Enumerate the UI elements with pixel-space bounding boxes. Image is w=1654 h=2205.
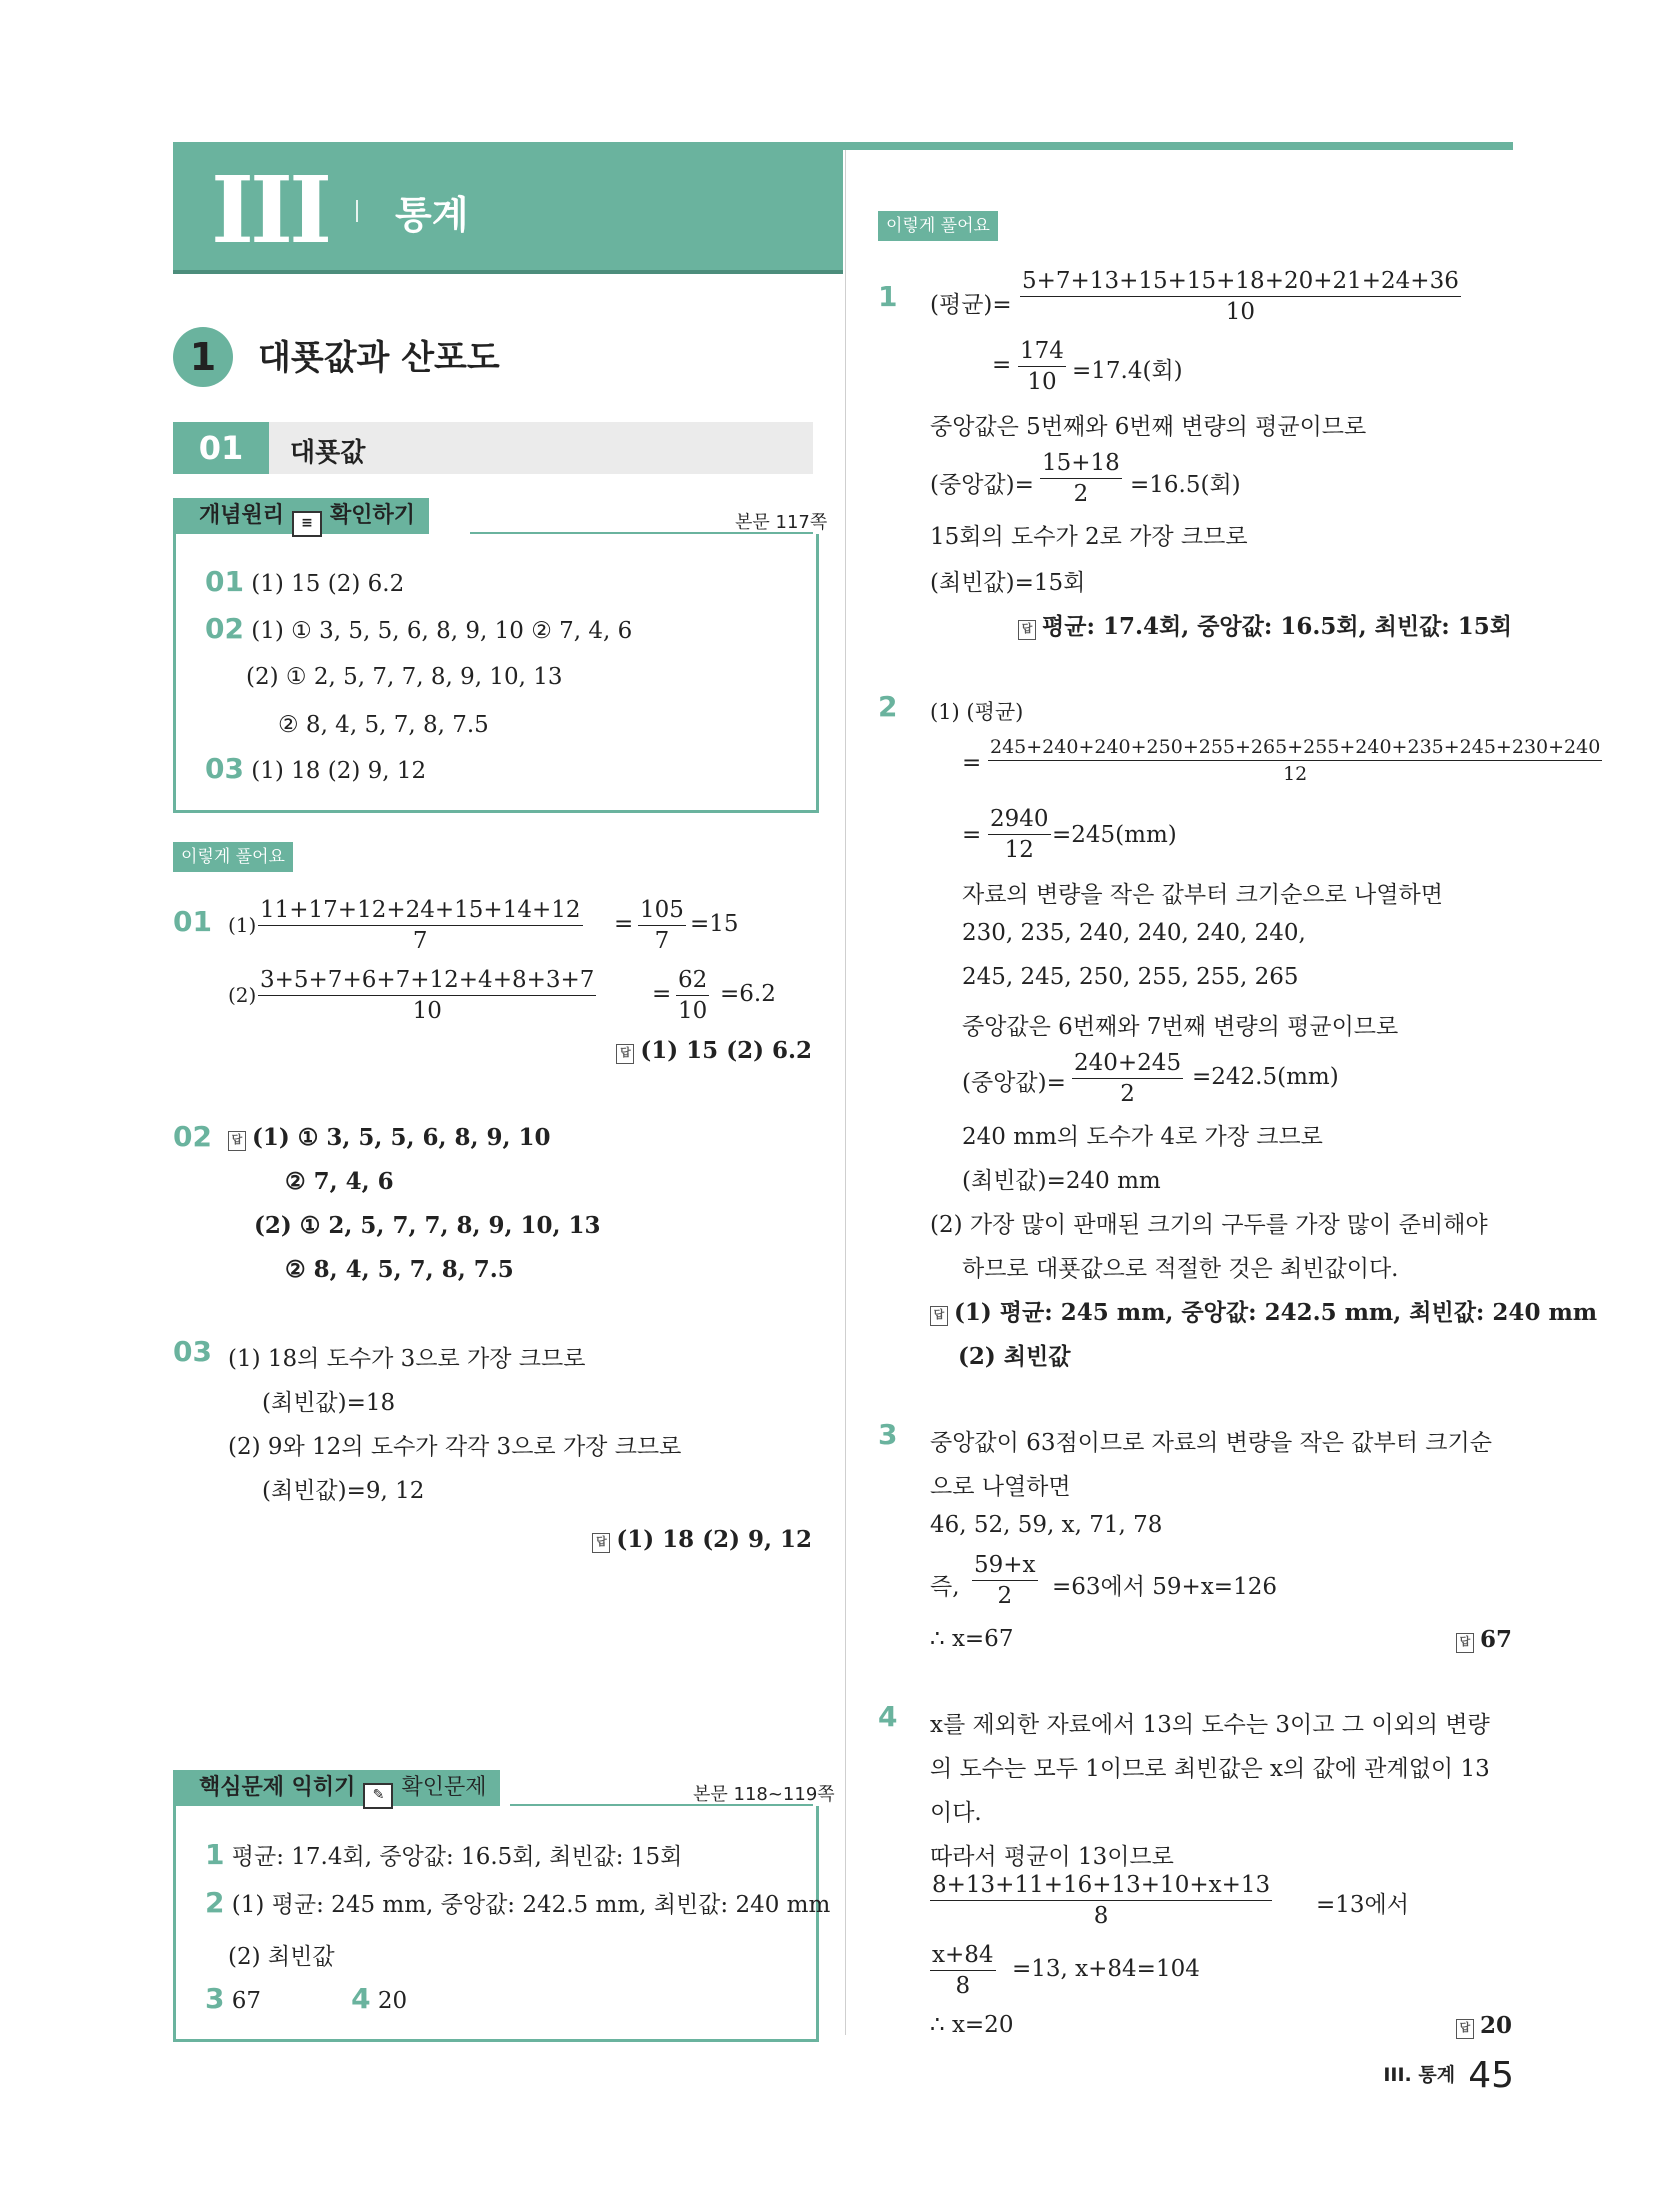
p01-answer: 답 (1) 15 (2) 6.2 (616, 1037, 812, 1064)
p02-line-1: 답 (1) ① 3, 5, 5, 6, 8, 9, 10 (228, 1124, 551, 1151)
r2-eq-2: = (962, 822, 982, 848)
chapter-title: 통계 (395, 193, 469, 237)
p03-line-3: (2) 9와 12의 도수가 각각 3으로 가장 크므로 (228, 1434, 682, 1460)
p02-number: 02 (173, 1120, 212, 1153)
r2-number: 2 (878, 690, 898, 723)
page-footer (1383, 2055, 1514, 2096)
core-line-1: 1 평균: 17.4회, 중앙값: 16.5회, 최빈값: 15회 (205, 1838, 683, 1871)
p01-a-fraction: $\frac{11+17+12+24+15+14+12}{7}$ (260, 897, 581, 954)
r4-answer: 답 20 (1456, 2012, 1512, 2039)
r4-line-2: 의 도수는 모두 1이므로 최빈값은 x의 값에 관계없이 13 (930, 1756, 1490, 1782)
r1-median-fraction: $\frac{15+18}{2}$ (1042, 450, 1120, 507)
p01-number: 01 (173, 905, 212, 938)
r3-answer: 답 67 (1456, 1626, 1512, 1653)
p01-b-result: =6.2 (720, 981, 776, 1007)
r2-fraction-2: $\frac{2940}{12}$ (990, 806, 1049, 863)
core-line-2: 2 (1) 평균: 245 mm, 중앙값: 242.5 mm, 최빈값: 240 mm (205, 1886, 831, 1919)
divider (356, 200, 358, 222)
p02-line-2: ② 7, 4, 6 (285, 1168, 394, 1195)
r4-result: =13에서 (1316, 1892, 1409, 1918)
r1-answer: 답 평균: 17.4회, 중앙값: 16.5회, 최빈값: 15회 (1018, 608, 1512, 641)
r1-mean-fraction: $\frac{5+7+13+15+15+18+20+21+24+36}{10}$ (1022, 268, 1459, 325)
p02-line-4: ② 8, 4, 5, 7, 8, 7.5 (285, 1256, 514, 1283)
answer-icon: 답 (616, 1044, 634, 1064)
page-number: 45 (1468, 2055, 1514, 2096)
solve-badge: 이렇게 풀어요 (173, 842, 293, 872)
r1-line-5: 15회의 도수가 2로 가장 크므로 (930, 524, 1248, 550)
r3-line-3: 46, 52, 59, x, 71, 78 (930, 1512, 1163, 1538)
concept-line-2: 02 (1) ① 3, 5, 5, 6, 8, 9, 10 ② 7, 4, 6 (205, 612, 633, 645)
r1-fraction-2: $\frac{174}{10}$ (1020, 338, 1064, 395)
answer-icon: 답 (930, 1306, 948, 1326)
p01-b-fraction: $\frac{3+5+7+6+7+12+4+8+3+7}{10}$ (260, 967, 595, 1024)
core-tab-label-2: 확인문제 (401, 1775, 487, 1800)
r3-line-5: ∴ x=67 (930, 1626, 1014, 1652)
top-rule (843, 142, 1513, 150)
r1-median-label: (중앙값)= (930, 472, 1034, 498)
notebook-icon: ≡ (292, 511, 322, 537)
r2-median-label: (중앙값)= (962, 1070, 1066, 1096)
r4-result-2: =13, x+84=104 (1012, 1956, 1200, 1982)
r2-result-2: =245(mm) (1052, 822, 1177, 848)
r4-line-3: 이다. (930, 1800, 982, 1826)
r2-line-12: 하므로 대푯값으로 적절한 것은 최빈값이다. (962, 1256, 1399, 1282)
subsection-title: 대푯값 (290, 438, 366, 468)
concept-tab-label-2: 확인하기 (330, 503, 416, 528)
r1-number: 1 (878, 280, 898, 313)
r4-line-7: ∴ x=20 (930, 2012, 1014, 2038)
r2-line-6: 245, 245, 250, 255, 255, 265 (962, 964, 1299, 990)
r3-ie: 즉, (930, 1574, 960, 1600)
r2-line-7: 중앙값은 6번째와 7번째 변량의 평균이므로 (962, 1014, 1399, 1040)
p01-b-label: (2) (228, 983, 257, 1007)
concept-line-3: (2) ① 2, 5, 7, 7, 8, 9, 10, 13 (246, 664, 563, 690)
r1-mean-label: (평균)= (930, 292, 1012, 318)
r3-fraction: $\frac{59+x}{2}$ (974, 1552, 1036, 1609)
r2-line-11: (2) 가장 많이 판매된 크기의 구두를 가장 많이 준비해야 (930, 1212, 1488, 1238)
page-reference: 본문 118~119쪽 (693, 1784, 835, 1805)
answer-icon: 답 (1456, 2019, 1474, 2039)
answer-icon: 답 (592, 1533, 610, 1553)
concept-tab-label: 개념원리 (199, 503, 285, 528)
section-title: 대푯값과 산포도 (258, 338, 500, 378)
p01-a-result: =15 (690, 911, 739, 937)
p03-answer: 답 (1) 18 (2) 9, 12 (592, 1526, 812, 1553)
concept-tab (173, 498, 429, 534)
p01-b-fraction-2: $\frac{62}{10}$ (678, 967, 708, 1024)
p01-b-eq: = (652, 981, 672, 1007)
r3-line-1: 중앙값이 63점이므로 자료의 변량을 작은 값부터 크기순 (930, 1430, 1492, 1456)
r4-line-4: 따라서 평균이 13이므로 (930, 1844, 1174, 1870)
core-line-3: (2) 최빈값 (228, 1944, 335, 1970)
answer-icon: 답 (1456, 1633, 1474, 1653)
r4-fraction: $\frac{8+13+11+16+13+10+x+13}{8}$ (932, 1872, 1271, 1929)
p02-line-3: (2) ① 2, 5, 7, 7, 8, 9, 10, 13 (254, 1212, 601, 1239)
key-icon: ✎ (363, 1783, 393, 1809)
concept-line-4: ② 8, 4, 5, 7, 8, 7.5 (278, 712, 489, 738)
r1-line-6: (최빈값)=15회 (930, 570, 1086, 596)
r2-answer-2: (2) 최빈값 (958, 1343, 1071, 1370)
r2-answer-1: 답 (1) 평균: 245 mm, 중앙값: 242.5 mm, 최빈값: 240 mm (930, 1294, 1597, 1327)
p03-line-1: (1) 18의 도수가 3으로 가장 크므로 (228, 1346, 586, 1372)
r2-eq: = (962, 750, 982, 776)
answer-icon: 답 (228, 1131, 246, 1151)
p03-number: 03 (173, 1335, 212, 1368)
chapter-number: III (211, 156, 329, 264)
r1-line-3: 중앙값은 5번째와 6번째 변량의 평균이므로 (930, 414, 1367, 440)
page-reference: 본문 117쪽 (735, 512, 828, 533)
r2-median-result: =242.5(mm) (1192, 1064, 1339, 1090)
core-tab (173, 1770, 500, 1806)
column-divider (845, 150, 846, 2035)
concept-line-1: 01 (1) 15 (2) 6.2 (205, 565, 405, 598)
chapter-header (173, 142, 843, 274)
concept-line-5: 03 (1) 18 (2) 9, 12 (205, 752, 427, 785)
r2-line-10: (최빈값)=240 mm (962, 1168, 1161, 1194)
r2-median-fraction: $\frac{240+245}{2}$ (1074, 1050, 1182, 1107)
r4-line-1: x를 제외한 자료에서 13의 도수는 3이고 그 이외의 변량 (930, 1712, 1490, 1738)
r3-line-2: 으로 나열하면 (930, 1474, 1071, 1500)
p01-a-fraction-2: $\frac{105}{7}$ (640, 897, 684, 954)
r2-line-9: 240 mm의 도수가 4로 가장 크므로 (962, 1124, 1323, 1150)
r1-result-2: =17.4(회) (1072, 358, 1183, 384)
r2-mean-fraction: $\frac{245+240+240+250+255+265+255+240+235+245+230+240}{12}$ (990, 736, 1601, 785)
r3-number: 3 (878, 1418, 898, 1451)
r1-median-result: =16.5(회) (1130, 472, 1241, 498)
section-number: 1 (173, 327, 233, 387)
answer-icon: 답 (1018, 620, 1036, 640)
p03-line-2: (최빈값)=18 (262, 1390, 396, 1416)
r2-line-5: 230, 235, 240, 240, 240, 240, (962, 920, 1306, 946)
r4-fraction-2: $\frac{x+84}{8}$ (932, 1942, 994, 1999)
p01-a-eq: = (614, 911, 634, 937)
p01-a-label: (1) (228, 913, 257, 937)
r3-result: =63에서 59+x=126 (1052, 1574, 1277, 1600)
r4-number: 4 (878, 1700, 898, 1733)
core-tab-label: 핵심문제 익히기 (199, 1775, 356, 1800)
r2-line-1: (1) (평균) (930, 700, 1024, 724)
solve-badge: 이렇게 풀어요 (878, 211, 998, 241)
r2-line-4: 자료의 변량을 작은 값부터 크기순으로 나열하면 (962, 882, 1443, 908)
p03-line-4: (최빈값)=9, 12 (262, 1478, 425, 1504)
r1-eq: = (992, 352, 1012, 378)
subsection-number: 01 (173, 422, 269, 474)
footer-label: III. 통계 (1383, 2064, 1456, 2086)
core-line-4: 3 67 4 20 (205, 1982, 408, 2015)
